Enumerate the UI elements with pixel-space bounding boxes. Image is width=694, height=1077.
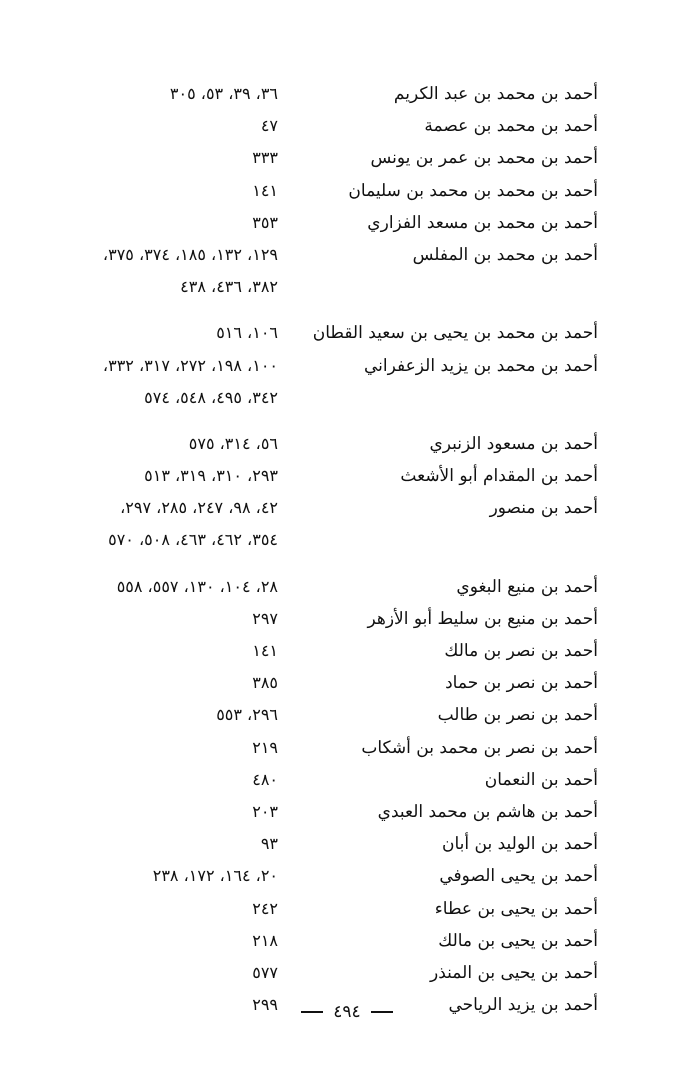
entry-pages: ٤٨٠: [252, 769, 278, 789]
entry-pages: ٤٧: [260, 116, 278, 136]
entry-pages: ٣٣٣: [252, 148, 278, 168]
footer-dash-right: [371, 1011, 393, 1013]
entry-pages: ٣٦، ٣٩، ٥٣، ٣٠٥: [169, 84, 278, 103]
index-entry-continuation: [0, 524, 694, 556]
entry-pages: ٣٨٥: [252, 673, 278, 693]
entry-pages: ٣٨٢، ٤٣٦، ٤٣٨: [180, 277, 278, 297]
index-entry: [0, 860, 694, 892]
entry-pages: ٢٩٣، ٣١٠، ٣١٩، ٥١٣: [144, 466, 278, 486]
entry-name: أحمد بن محمد بن عمر بن يونس: [370, 148, 598, 169]
entry-name: أحمد بن محمد بن يزيد الزعفراني: [364, 355, 598, 376]
entry-name: أحمد بن محمد بن محمد بن سليمان: [348, 180, 598, 201]
index-entry: [0, 207, 694, 239]
index-entry: [0, 667, 694, 699]
index-entry: [0, 78, 694, 110]
index-entry: [0, 893, 694, 925]
entry-pages: ٢٤٢: [252, 898, 278, 918]
index-entry: [0, 428, 694, 460]
entry-spacer: [0, 557, 694, 571]
entry-pages: ٤٢، ٩٨، ٢٤٧، ٢٨٥، ٢٩٧،: [120, 498, 278, 518]
entry-pages: ٣٤٢، ٤٩٥، ٥٤٨، ٥٧٤: [144, 387, 278, 407]
index-entry: [0, 571, 694, 603]
index-entry: [0, 764, 694, 796]
entry-pages: ٢٠، ١٦٤، ١٧٢، ٢٣٨: [152, 866, 278, 886]
index-entry: [0, 957, 694, 989]
entry-name: أحمد بن يحيى الصوفي: [439, 866, 598, 887]
index-entry: [0, 732, 694, 764]
entry-pages: ١٠٠، ١٩٨، ٢٧٢، ٣١٧، ٣٣٢،: [102, 355, 278, 375]
entry-name: أحمد بن يحيى بن المنذر: [430, 962, 598, 983]
index-entry: [0, 492, 694, 524]
footer-dash-left: [301, 1011, 323, 1013]
index-entry: [0, 828, 694, 860]
entry-name: أحمد بن المقدام أبو الأشعث: [400, 466, 598, 487]
entry-pages: ١٢٩، ١٣٢، ١٨٥، ٣٧٤، ٣٧٥،: [102, 244, 278, 264]
entry-name: أحمد بن محمد بن المفلس: [412, 244, 598, 265]
index-entry: [0, 317, 694, 349]
entry-name: أحمد بن محمد بن يحيى بن سعيد القطان: [312, 323, 598, 344]
entry-name: أحمد بن محمد بن عصمة: [424, 116, 598, 137]
index-entry-continuation: [0, 271, 694, 303]
entry-pages: ٢٠٣: [252, 801, 278, 821]
entry-name: أحمد بن مسعود الزنبري: [429, 433, 598, 454]
entry-name: أحمد بن محمد بن عبد الكريم: [393, 84, 598, 104]
index-entry: [0, 460, 694, 492]
index-entry: [0, 142, 694, 174]
index-entry: [0, 239, 694, 271]
entry-pages: ٣٥٣: [252, 212, 278, 232]
entry-name: أحمد بن الوليد بن أبان: [442, 834, 598, 855]
index-entry: [0, 603, 694, 635]
index-entry: [0, 350, 694, 382]
entry-name: أحمد بن نصر بن مالك: [444, 641, 598, 661]
entry-pages: ٢١٩: [252, 737, 278, 757]
entry-pages: ١٤١: [252, 180, 278, 200]
entry-pages: ١٠٦، ٥١٦: [216, 323, 278, 343]
index-entry: [0, 925, 694, 957]
entry-name: أحمد بن يحيى بن عطاء: [434, 898, 598, 919]
entry-pages: ٣٥٤، ٤٦٢، ٤٦٣، ٥٠٨، ٥٧٠: [108, 530, 278, 550]
page-footer: [0, 996, 694, 1028]
entry-name: أحمد بن نصر بن حماد: [445, 673, 598, 694]
entry-pages: ١٤١: [252, 641, 278, 660]
entry-name: أحمد بن النعمان: [484, 769, 598, 790]
entry-name: أحمد بن يزيد الرياحي: [448, 995, 598, 1016]
entry-pages: ٥٧٧: [252, 962, 278, 982]
index-entry: [0, 110, 694, 142]
entry-name: أحمد بن يحيى بن مالك: [438, 930, 598, 951]
entry-spacer: [0, 303, 694, 317]
index-entry: [0, 699, 694, 731]
entry-name: أحمد بن منصور: [489, 498, 598, 519]
index-entry: [0, 175, 694, 207]
index-entries: [0, 78, 694, 1021]
entry-name: أحمد بن محمد بن مسعد الفزاري: [367, 212, 598, 233]
index-entry: [0, 635, 694, 667]
entry-pages: ٢١٨: [252, 930, 278, 950]
entry-spacer: [0, 414, 694, 428]
index-entry-continuation: [0, 382, 694, 414]
index-entry: [0, 796, 694, 828]
page-number: ٤٩٤: [333, 1002, 361, 1022]
entry-pages: ٢٩٩: [252, 995, 278, 1015]
entry-pages: ٢٨، ١٠٤، ١٣٠، ٥٥٧، ٥٥٨: [116, 576, 278, 596]
entry-pages: ٢٩٦، ٥٥٣: [216, 705, 278, 725]
entry-name: أحمد بن نصر بن محمد بن أشكاب: [361, 737, 598, 758]
entry-pages: ٥٦، ٣١٤، ٥٧٥: [188, 433, 278, 453]
entry-name: أحمد بن هاشم بن محمد العبدي: [377, 801, 598, 822]
entry-name: أحمد بن منيع البغوي: [456, 576, 598, 597]
entry-pages: ٩٣: [260, 834, 278, 854]
entry-pages: ٢٩٧: [252, 608, 278, 628]
entry-name: أحمد بن نصر بن طالب: [437, 705, 598, 726]
entry-name: أحمد بن منيع بن سليط أبو الأزهر: [367, 608, 598, 629]
